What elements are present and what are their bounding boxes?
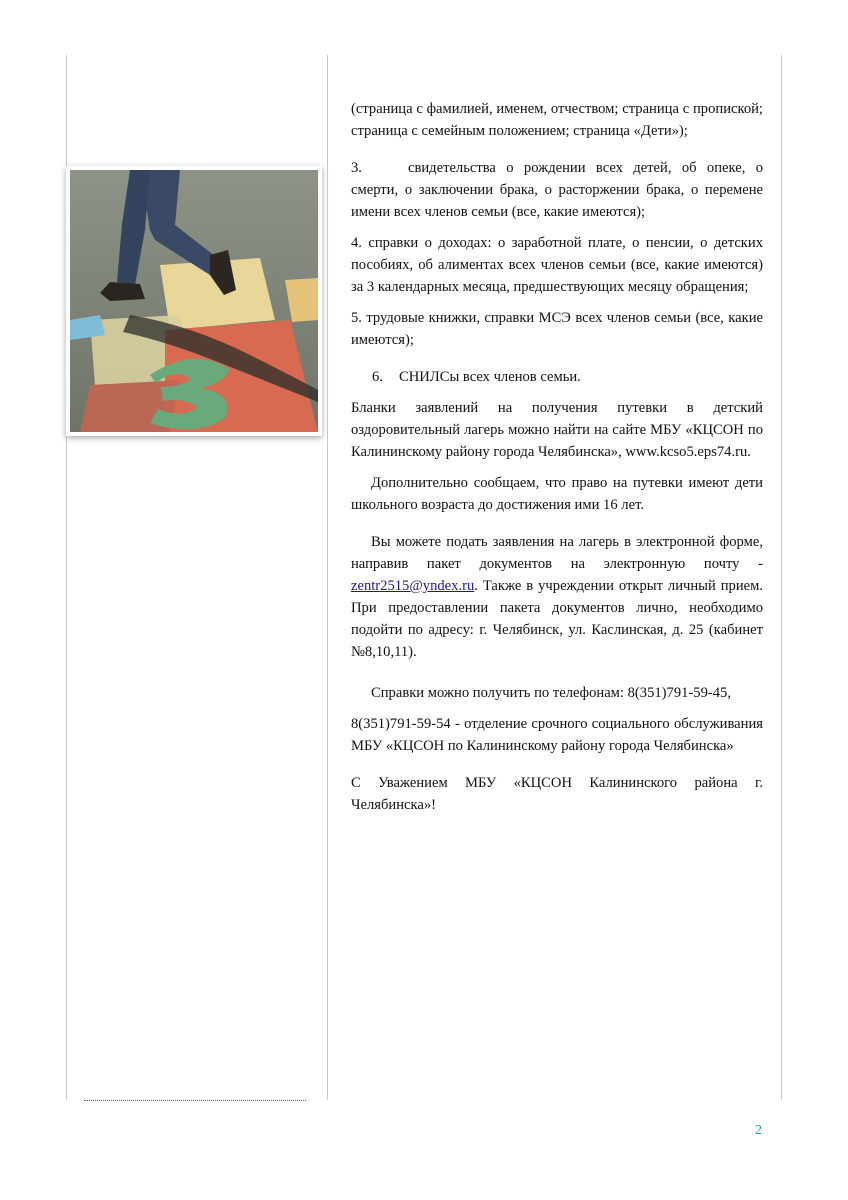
hopscotch-photo xyxy=(66,166,322,436)
email-link[interactable]: zentr2515@yndex.ru xyxy=(351,578,475,594)
item-number-3: 3. xyxy=(351,160,362,176)
paragraph-application-forms: Бланки заявлений на получения путевки в детский оздоровительный лагерь можно найти на сайте МБУ «КЦСОН по Калининскому району города Челябинска», www.kcso5.eps74.ru. xyxy=(351,400,763,460)
item-3-text: свидетельства о рождении всех детей, об опеке, о смерти, о заключении брака, о расторжении брака, о перемене имени всех членов семьи (все, какие имеются); xyxy=(351,160,763,220)
column-divider-rule xyxy=(327,55,328,1100)
right-page-rule xyxy=(781,55,782,1100)
paragraph-department: 8(351)791-59-54 - отделение срочного социального обслуживания МБУ «КЦСОН по Калининскому району города Челябинска» xyxy=(351,716,763,754)
paragraph-electronic-submission xyxy=(351,531,763,663)
paragraph-item-4: 4. справки о доходах: о заработной плате, о пенсии, о детских пособиях, об алиментах всех членов семьи (все, какие имеются) за 3 календарных месяца, предшествующих месяцу обращения; xyxy=(351,235,763,295)
paragraph-item-5: 5. трудовые книжки, справки МСЭ всех членов семьи (все, какие имеются); xyxy=(351,310,763,348)
dotted-separator xyxy=(84,1100,306,1101)
paragraph-phones: Справки можно получить по телефонам: 8(351)791-59-45, xyxy=(371,685,731,701)
paragraph-age-limit: Дополнительно сообщаем, что право на путевки имеют дети школьного возраста до достижения ими 16 лет. xyxy=(351,475,763,513)
item-number-6: 6. xyxy=(372,369,383,385)
paragraph-item-6 xyxy=(351,366,763,388)
item-6-text: СНИЛСы всех членов семьи. xyxy=(399,369,581,385)
main-text-column xyxy=(351,98,763,816)
paragraph-passport-pages: (страница с фамилией, именем, отчеством; страница с пропиской; страница с семейным положением; страница «Дети»); xyxy=(351,101,763,139)
hopscotch-photo-image xyxy=(70,170,318,432)
paragraph-item-3 xyxy=(351,157,763,223)
page-number: 2 xyxy=(755,1123,762,1138)
paragraph-closing: С Уважением МБУ «КЦСОН Калининского района г. Челябинска»! xyxy=(351,775,763,813)
submission-text-start: Вы можете подать заявления на лагерь в электронной форме, направив пакет документов на электронную почту - xyxy=(351,534,763,572)
submission-text-end: . Также в учреждении открыт личный прием. При предоставлении пакета документов лично, необходимо подойти по адресу: г. Челябинск, ул. Каслинская, д. 25 (кабинет №8,10,11). xyxy=(351,578,763,660)
